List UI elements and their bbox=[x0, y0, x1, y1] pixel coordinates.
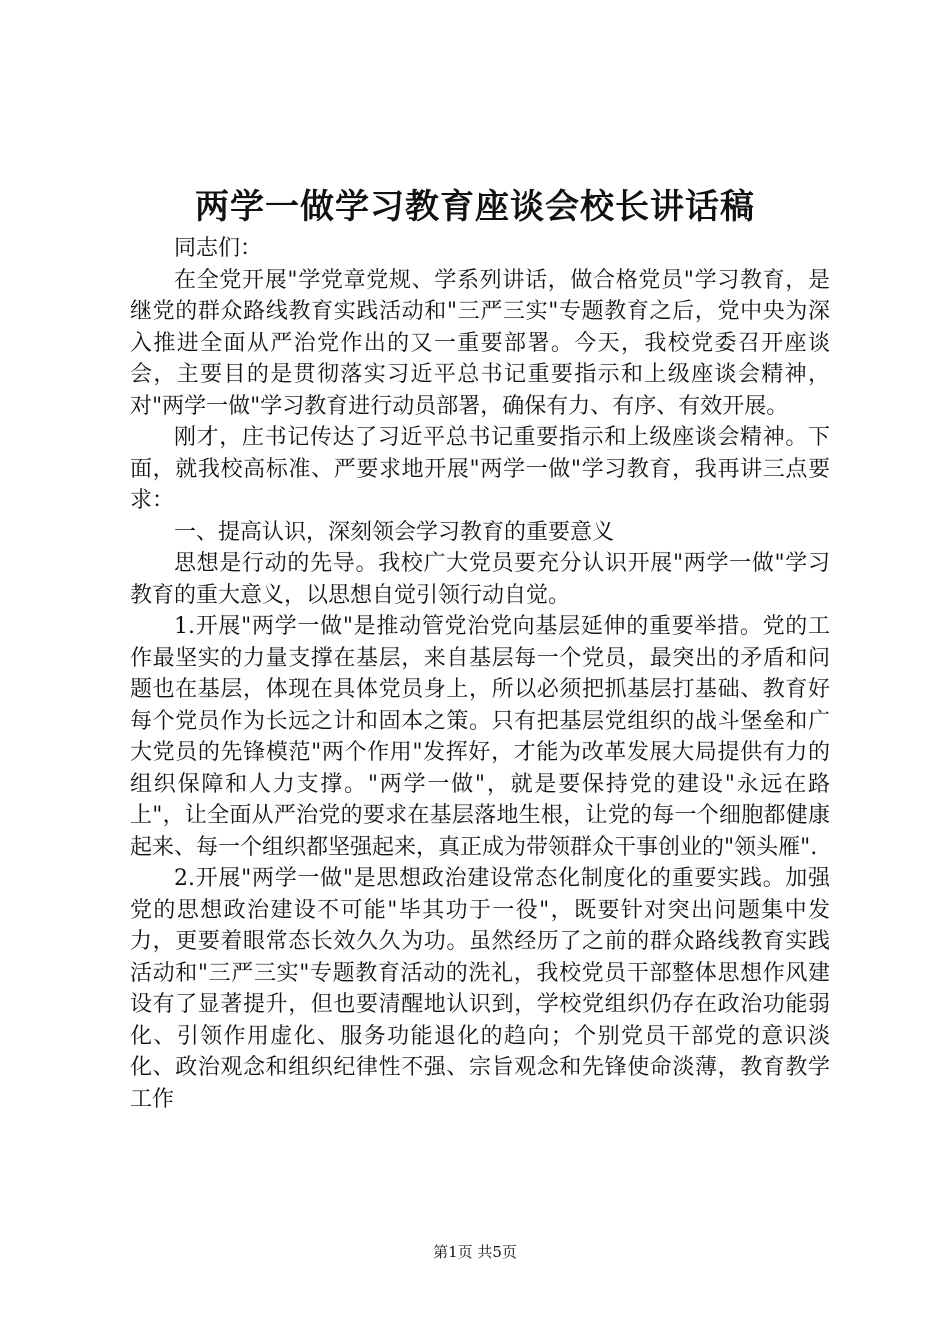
document-body bbox=[130, 233, 830, 1115]
page-footer: 第1页 共5页 bbox=[433, 1243, 517, 1261]
body-paragraph: 思想是行动的先导。我校广大党员要充分认识开展"两学一做"学习教育的重大意义，以思想自觉引领行动自觉。 bbox=[130, 551, 830, 608]
body-paragraph: 在全党开展"学党章党规、学系列讲话，做合格党员"学习教育，是继党的群众路线教育实践活动和"三严三实"专题教育之后，党中央为深入推进全面从严治党作出的又一重要部署。今天，我校党委召开座谈会，主要目的是贯彻落实习近平总书记重要指示和上级座谈会精神，对"两学一做"学习教育进行动员部署，确保有力、有序、有效开展。 bbox=[130, 267, 830, 419]
body-paragraph: 刚才，庄书记传达了习近平总书记重要指示和上级座谈会精神。下面，就我校高标准、严要求地开展"两学一做"学习教育，我再讲三点要求： bbox=[130, 425, 830, 513]
body-paragraph: 1.开展"两学一做"是推动管党治党向基层延伸的重要举措。党的工作最坚实的力量支撑在基层，来自基层每一个党员，最突出的矛盾和问题也在基层，体现在具体党员身上，所以必须把抓基层打基础、教育好每个党员作为长远之计和固本之策。只有把基层党组织的战斗堡垒和广大党员的先锋模范"两个作用"发挥好，才能为改革发展大局提供有力的组织保障和人力支撑。"两学一做"，就是要保持党的建设"永远在路上"，让全面从严治党的要求在基层落地生根，让党的每一个细胞都健康起来、每一个组织都坚强起来，真正成为带领群众干事创业的"领头雁". bbox=[130, 614, 830, 860]
salutation-paragraph: 同志们： bbox=[174, 236, 263, 261]
section-heading: 一、提高认识，深刻领会学习教育的重要意义 bbox=[174, 519, 615, 545]
document-title: 两学一做学习教育座谈会校长讲话稿 bbox=[195, 187, 755, 227]
body-paragraph: 2.开展"两学一做"是思想政治建设常态化制度化的重要实践。加强党的思想政治建设不可能"毕其功于一役"，既要针对突出问题集中发力，更要着眼常态长效久久为功。虽然经历了之前的群众路线教育实践活动和"三严三实"专题教育活动的洗礼，我校党员干部整体思想作风建设有了显著提升，但也要清醒地认识到，学校党组织仍存在政治功能弱化、引领作用虚化、服务功能退化的趋向；个别党员干部党的意识淡化、政治观念和组织纪律性不强、宗旨观念和先锋使命淡薄，教育教学工作 bbox=[130, 866, 830, 1112]
